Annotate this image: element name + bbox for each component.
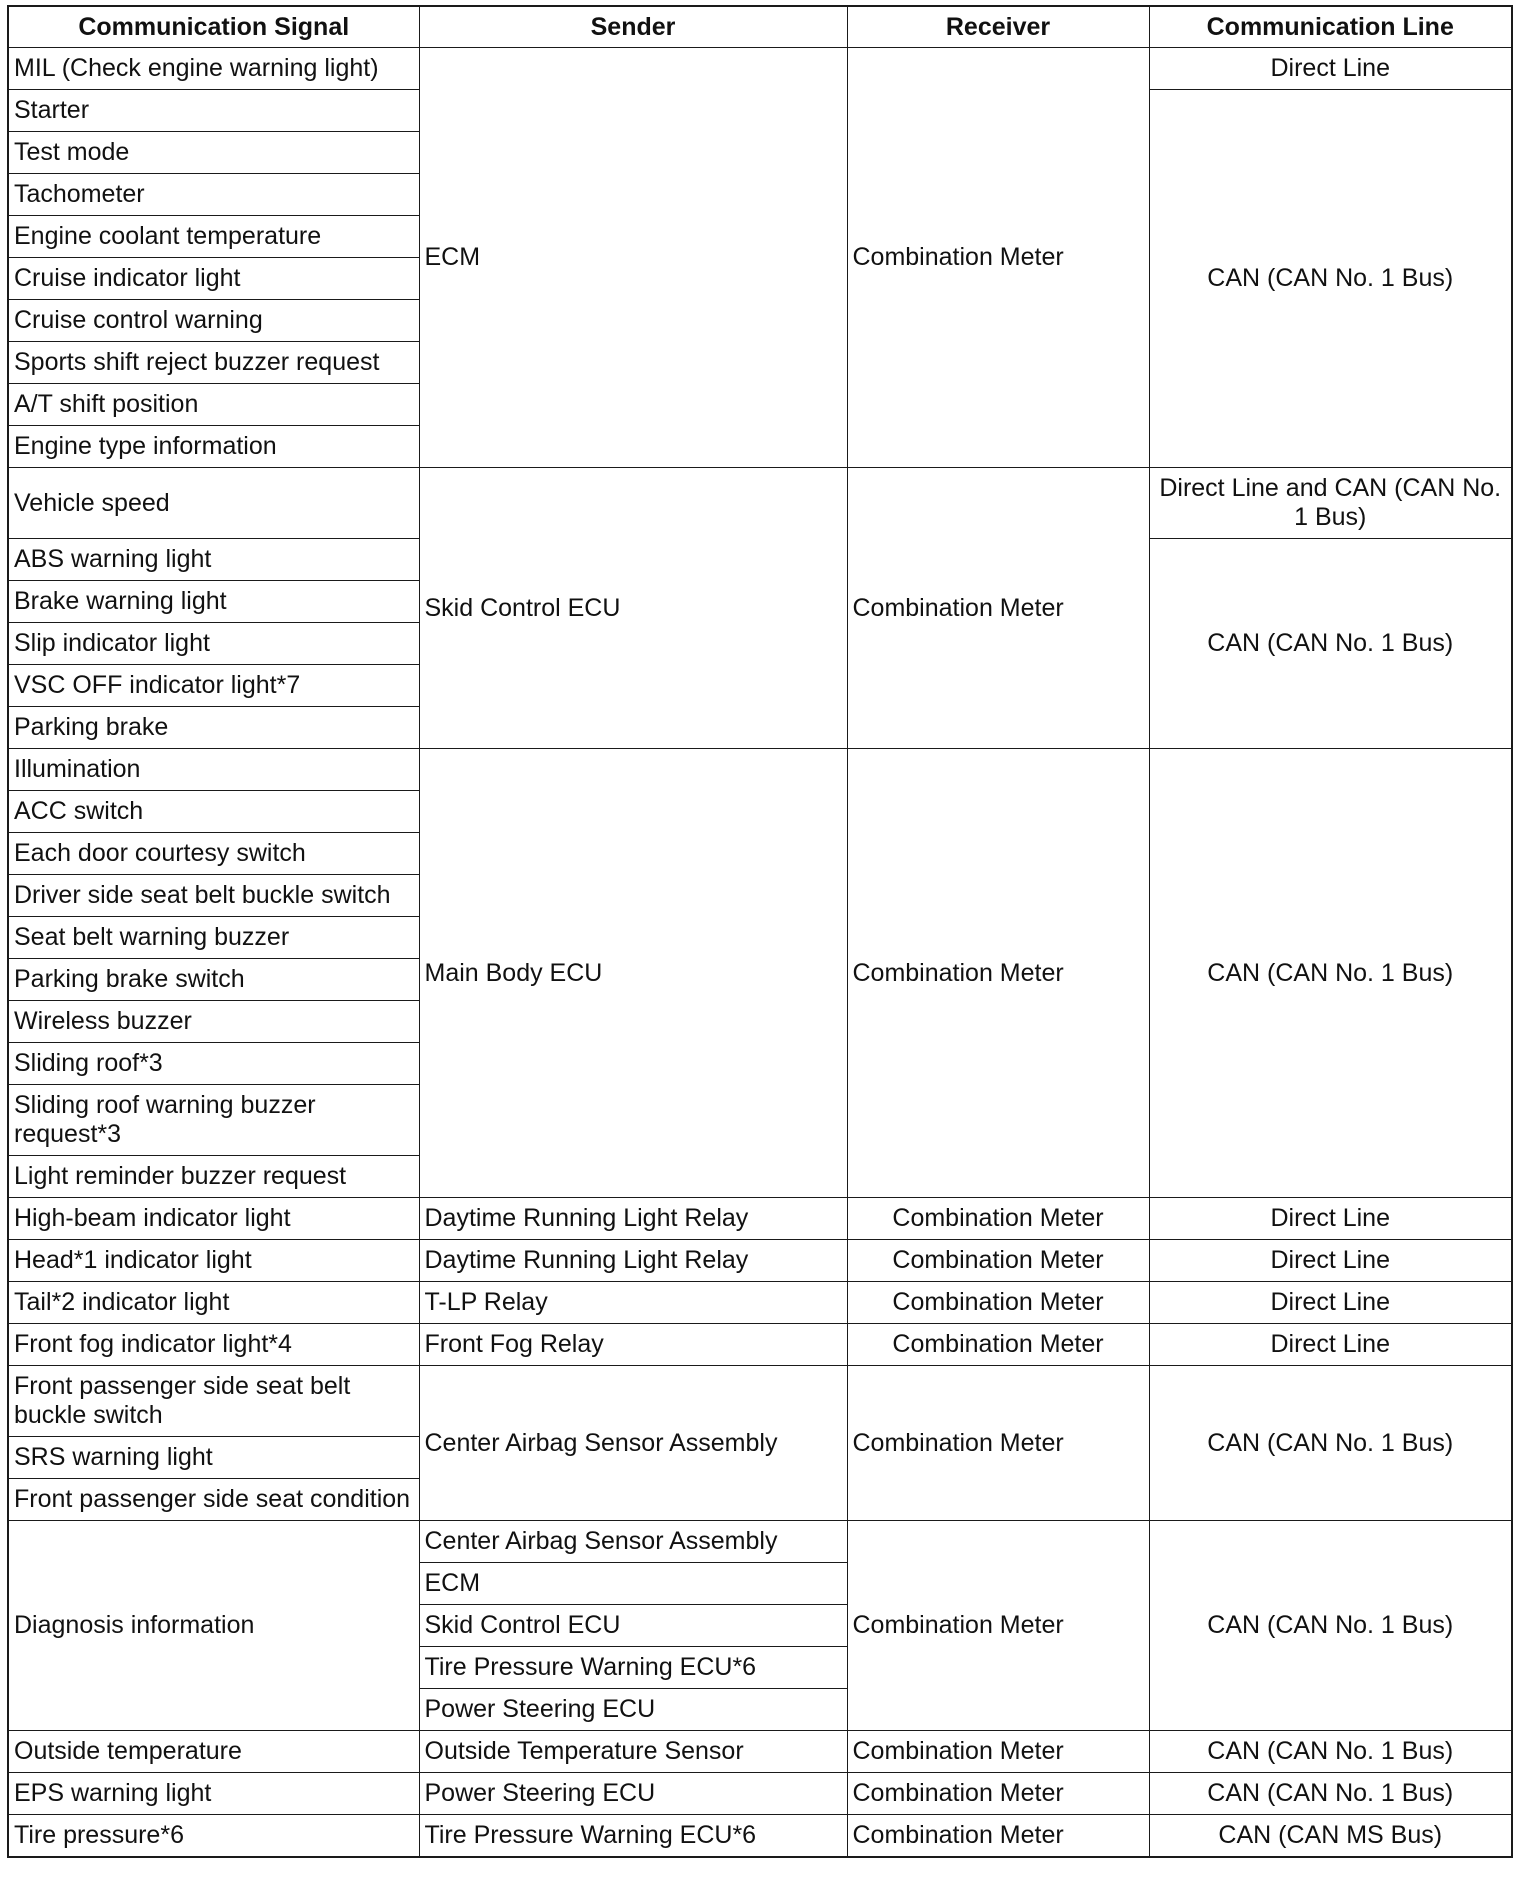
signal-cell: Slip indicator light bbox=[8, 623, 419, 665]
table-row bbox=[8, 1282, 1512, 1324]
line-cell: Direct Line and CAN (CAN No. 1 Bus) bbox=[1149, 468, 1512, 539]
communication-table-page bbox=[7, 5, 1513, 1858]
receiver-cell: Combination Meter bbox=[847, 1773, 1149, 1815]
signal-cell: High-beam indicator light bbox=[8, 1198, 419, 1240]
table-row bbox=[8, 468, 1512, 539]
header-line: Communication Line bbox=[1149, 6, 1512, 48]
table-row bbox=[8, 749, 1512, 791]
sender-cell: Main Body ECU bbox=[419, 749, 847, 1198]
signal-cell: Sports shift reject buzzer request bbox=[8, 342, 419, 384]
signal-cell: Driver side seat belt buckle switch bbox=[8, 875, 419, 917]
line-cell: CAN (CAN No. 1 Bus) bbox=[1149, 90, 1512, 468]
signal-cell: Illumination bbox=[8, 749, 419, 791]
signal-cell: Starter bbox=[8, 90, 419, 132]
signal-cell: Vehicle speed bbox=[8, 468, 419, 539]
line-cell: CAN (CAN No. 1 Bus) bbox=[1149, 1773, 1512, 1815]
signal-cell: Each door courtesy switch bbox=[8, 833, 419, 875]
sender-cell: Daytime Running Light Relay bbox=[419, 1240, 847, 1282]
signal-cell: ABS warning light bbox=[8, 539, 419, 581]
table-row bbox=[8, 1731, 1512, 1773]
signal-cell: Diagnosis information bbox=[8, 1521, 419, 1731]
signal-cell: MIL (Check engine warning light) bbox=[8, 48, 419, 90]
receiver-cell: Combination Meter bbox=[847, 1366, 1149, 1521]
sender-cell: Skid Control ECU bbox=[419, 468, 847, 749]
header-sender: Sender bbox=[419, 6, 847, 48]
sender-cell: Tire Pressure Warning ECU*6 bbox=[419, 1647, 847, 1689]
signal-cell: Brake warning light bbox=[8, 581, 419, 623]
sender-cell: Outside Temperature Sensor bbox=[419, 1731, 847, 1773]
signal-cell: SRS warning light bbox=[8, 1437, 419, 1479]
line-cell: CAN (CAN No. 1 Bus) bbox=[1149, 749, 1512, 1198]
receiver-cell: Combination Meter bbox=[847, 1198, 1149, 1240]
signal-cell: EPS warning light bbox=[8, 1773, 419, 1815]
line-cell: Direct Line bbox=[1149, 1240, 1512, 1282]
table-row bbox=[8, 1521, 1512, 1563]
line-cell: CAN (CAN MS Bus) bbox=[1149, 1815, 1512, 1858]
signal-cell: Front passenger side seat belt buckle switch bbox=[8, 1366, 419, 1437]
signal-cell: Parking brake switch bbox=[8, 959, 419, 1001]
sender-cell: T-LP Relay bbox=[419, 1282, 847, 1324]
signal-cell: Front fog indicator light*4 bbox=[8, 1324, 419, 1366]
signal-cell: Head*1 indicator light bbox=[8, 1240, 419, 1282]
table-row bbox=[8, 48, 1512, 90]
signal-cell: Light reminder buzzer request bbox=[8, 1156, 419, 1198]
sender-cell: Center Airbag Sensor Assembly bbox=[419, 1366, 847, 1521]
table-row bbox=[8, 1198, 1512, 1240]
sender-cell: Center Airbag Sensor Assembly bbox=[419, 1521, 847, 1563]
signal-cell: Tail*2 indicator light bbox=[8, 1282, 419, 1324]
header-row bbox=[8, 6, 1512, 48]
header-signal: Communication Signal bbox=[8, 6, 419, 48]
signal-cell: Seat belt warning buzzer bbox=[8, 917, 419, 959]
receiver-cell: Combination Meter bbox=[847, 1815, 1149, 1858]
sender-cell: Skid Control ECU bbox=[419, 1605, 847, 1647]
signal-cell: A/T shift position bbox=[8, 384, 419, 426]
receiver-cell: Combination Meter bbox=[847, 1324, 1149, 1366]
receiver-cell: Combination Meter bbox=[847, 468, 1149, 749]
receiver-cell: Combination Meter bbox=[847, 1282, 1149, 1324]
communication-table bbox=[7, 5, 1513, 1858]
signal-cell: Tire pressure*6 bbox=[8, 1815, 419, 1858]
signal-cell: Engine type information bbox=[8, 426, 419, 468]
header-receiver: Receiver bbox=[847, 6, 1149, 48]
sender-cell: Power Steering ECU bbox=[419, 1773, 847, 1815]
table-row bbox=[8, 1366, 1512, 1437]
signal-cell: Sliding roof*3 bbox=[8, 1043, 419, 1085]
receiver-cell: Combination Meter bbox=[847, 48, 1149, 468]
table-row bbox=[8, 1324, 1512, 1366]
signal-cell: Wireless buzzer bbox=[8, 1001, 419, 1043]
sender-cell: ECM bbox=[419, 1563, 847, 1605]
line-cell: CAN (CAN No. 1 Bus) bbox=[1149, 539, 1512, 749]
signal-cell: Sliding roof warning buzzer request*3 bbox=[8, 1085, 419, 1156]
receiver-cell: Combination Meter bbox=[847, 1240, 1149, 1282]
signal-cell: VSC OFF indicator light*7 bbox=[8, 665, 419, 707]
signal-cell: Cruise control warning bbox=[8, 300, 419, 342]
line-cell: Direct Line bbox=[1149, 1282, 1512, 1324]
signal-cell: Front passenger side seat condition bbox=[8, 1479, 419, 1521]
line-cell: Direct Line bbox=[1149, 1324, 1512, 1366]
line-cell: Direct Line bbox=[1149, 48, 1512, 90]
receiver-cell: Combination Meter bbox=[847, 1521, 1149, 1731]
signal-cell: Outside temperature bbox=[8, 1731, 419, 1773]
sender-cell: Front Fog Relay bbox=[419, 1324, 847, 1366]
signal-cell: Parking brake bbox=[8, 707, 419, 749]
line-cell: Direct Line bbox=[1149, 1198, 1512, 1240]
receiver-cell: Combination Meter bbox=[847, 1731, 1149, 1773]
sender-cell: Daytime Running Light Relay bbox=[419, 1198, 847, 1240]
line-cell: CAN (CAN No. 1 Bus) bbox=[1149, 1731, 1512, 1773]
table-row bbox=[8, 1815, 1512, 1858]
sender-cell: ECM bbox=[419, 48, 847, 468]
table-row bbox=[8, 1773, 1512, 1815]
sender-cell: Tire Pressure Warning ECU*6 bbox=[419, 1815, 847, 1858]
sender-cell: Power Steering ECU bbox=[419, 1689, 847, 1731]
receiver-cell: Combination Meter bbox=[847, 749, 1149, 1198]
signal-cell: Test mode bbox=[8, 132, 419, 174]
signal-cell: ACC switch bbox=[8, 791, 419, 833]
table-row bbox=[8, 1240, 1512, 1282]
signal-cell: Engine coolant temperature bbox=[8, 216, 419, 258]
line-cell: CAN (CAN No. 1 Bus) bbox=[1149, 1521, 1512, 1731]
line-cell: CAN (CAN No. 1 Bus) bbox=[1149, 1366, 1512, 1521]
signal-cell: Tachometer bbox=[8, 174, 419, 216]
signal-cell: Cruise indicator light bbox=[8, 258, 419, 300]
